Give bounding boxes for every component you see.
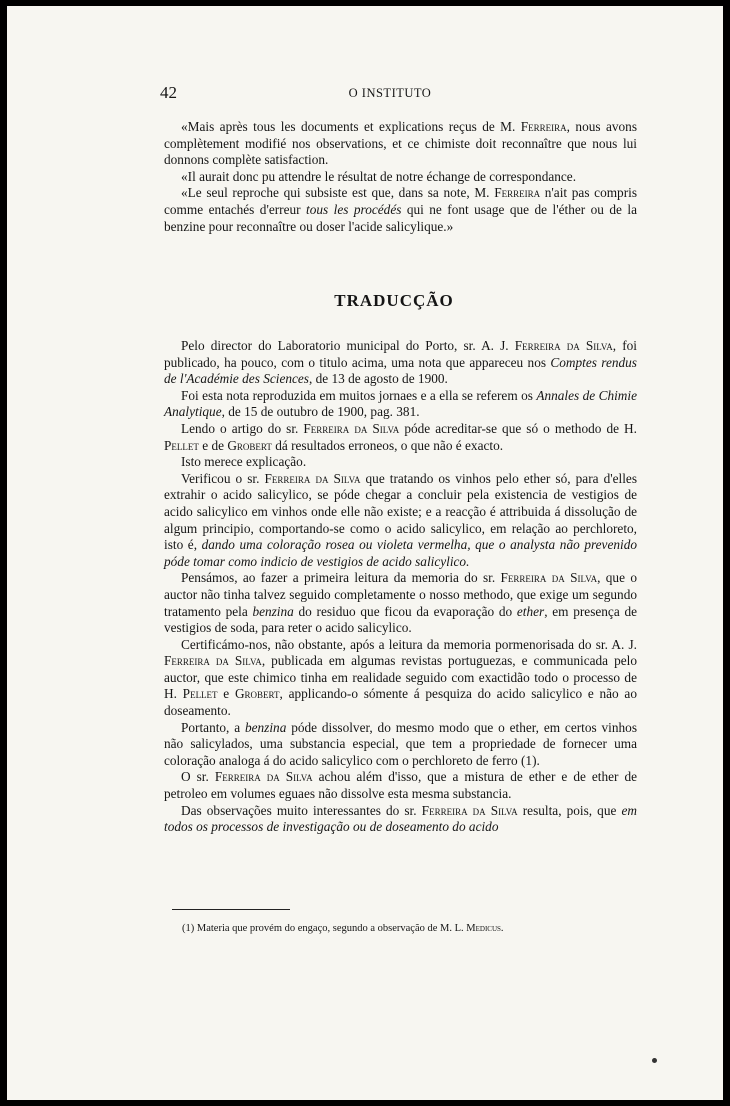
section-title: TRADUCÇÃO [334, 291, 454, 310]
translation-paragraph-9: O sr. Ferreira da Silva achou além d'isso, que a mistura de ether e de ether de petroleo em volumes eguaes não dissolve esta mesma substancia. [164, 769, 637, 802]
page-header [160, 83, 620, 105]
translation-paragraph-4: Isto merece explicação. [181, 454, 307, 470]
portuguese-translation-block [164, 338, 637, 836]
footnote-divider [172, 909, 290, 910]
footnote: (1) Materia que provém do engaço, segundo a observação de M. L. Medicus. [182, 923, 504, 934]
translation-paragraph-8: Portanto, a benzina póde dissolver, do mesmo modo que o ether, em certos vinhos não salicylados, uma substancia especial, que tem a propriedade de fornecer uma coloração analoga á do acido salicylico com o perchloreto de ferro (1). [164, 719, 637, 768]
translation-paragraph-1: Pelo director do Laboratorio municipal do Porto, sr. A. J. Ferreira da Silva, foi publicado, ha pouco, com o titulo acima, uma nota que appareceu nos Comptes rendus de l'Académie des Sciences, de 13 de agosto de 1900. [164, 338, 637, 387]
translation-paragraph-6: Pensámos, ao fazer a primeira leitura da memoria do sr. Ferreira da Silva, que o auctor não tinha talvez seguido completamente o nosso methodo, que exige um segundo tratamento pela benzina do residuo que ficou da evaporação do ether, em presença de vestigios de soda, para reter o acido salicylico. [164, 570, 637, 636]
french-quote-block [164, 119, 637, 235]
page [7, 6, 723, 1100]
translation-paragraph-3: Lendo o artigo do sr. Ferreira da Silva póde acreditar-se que só o methodo de H. Pellet e de Grobert dá resultados erroneos, o que não é exacto. [164, 420, 637, 453]
french-paragraph-1: «Mais après tous les documents et explications reçus de M. Ferreira, nous avons complètement modifié nos observations, et ce chimiste doit reconnaître que nous lui donnons complète satisfaction. [164, 119, 637, 168]
translation-paragraph-5: Verificou o sr. Ferreira da Silva que tratando os vinhos pelo ether só, para d'elles extrahir o acido salicylico, se póde chegar a concluir pela existencia de vestigios de acido salicylico em vinhos onde elle não existe; e a reacção é attribuida á dissolução de algum principio, comportando-se como o acido salicylico, em relação ao perchloreto, isto é, dando uma coloração rosea ou violeta vermelha, que o analysta não prevenido póde tomar como indicio de vestigios de acido salicylico. [164, 470, 638, 569]
running-title: O INSTITUTO [348, 86, 432, 100]
french-paragraph-2: «Il aurait donc pu attendre le résultat de notre échange de correspondance. [181, 168, 577, 184]
translation-paragraph-7: Certificámo-nos, não obstante, após a leitura da memoria pormenorisada do sr. A. J. Ferreira da Silva, publicada em algumas revistas portuguezas, e communicada pelo auctor, que este chimico tinha em realidade seguido com exactidão todo o processo de H. Pellet e Grobert, applicando-o sómente á pesquiza do acido salicylico e não ao doseamento. [164, 636, 637, 719]
translation-paragraph-10: Das observações muito interessantes do sr. Ferreira da Silva resulta, pois, que em todos os processos de investigação ou de doseamento do acido [164, 802, 637, 835]
page-number: 42 [160, 83, 177, 102]
translation-paragraph-2: Foi esta nota reproduzida em muitos jornaes e a ella se referem os Annales de Chimie Analytique, de 15 de outubro de 1900, pag. 381. [164, 387, 638, 420]
french-paragraph-3: «Le seul reproche qui subsiste est que, dans sa note, M. Ferreira n'ait pas compris comme entachés d'erreur tous les procédés qui ne font usage que de l'éther ou de la benzine pour reconnaître ou doser l'acide salicylique.» [164, 185, 638, 234]
ink-speck [652, 1058, 657, 1063]
